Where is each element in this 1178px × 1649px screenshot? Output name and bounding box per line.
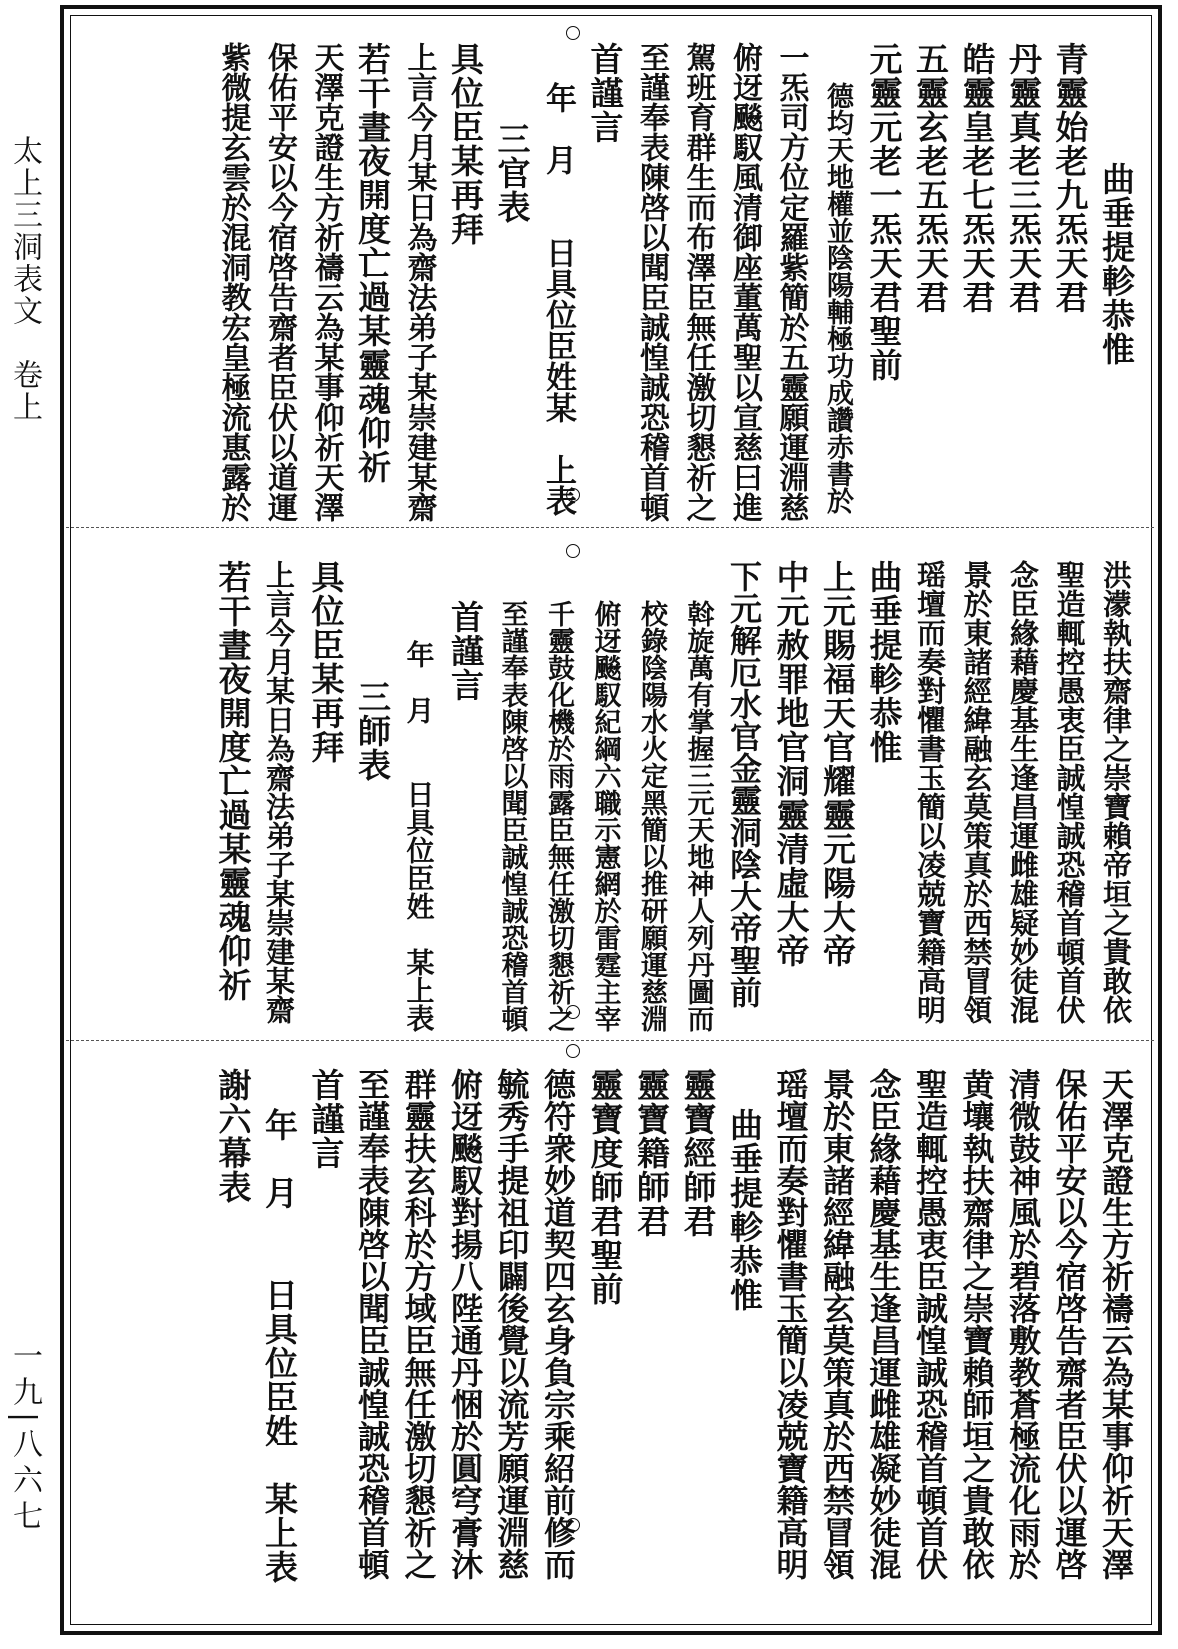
text-column xyxy=(631,42,671,522)
column-text: 丹靈真老三炁天君 xyxy=(1004,42,1043,314)
text-column xyxy=(910,1068,950,1588)
text-column xyxy=(492,560,532,1035)
column-text: 保佑平安以今宿啓告齋者臣伏以運啓 xyxy=(1050,1068,1089,1580)
column-text: 俯迓飈馭風清御座董萬聖以宣慈曰進 xyxy=(727,42,762,522)
text-column xyxy=(445,560,485,1035)
text-column xyxy=(631,560,671,1035)
text-column xyxy=(445,42,485,522)
column-text: 上言今月某日為齋法弟子某崇建某齋 xyxy=(262,560,296,1024)
column-text: 洪濛執扶齋律之崇寶賴帝垣之貴敢依 xyxy=(1099,560,1133,1024)
column-text: 三師表 xyxy=(353,680,392,782)
column-text: 上言今月某日為齋法弟子某崇建某齋 xyxy=(401,42,437,522)
text-column xyxy=(864,560,904,1035)
column-text: 具位臣某再拜 xyxy=(306,560,346,764)
text-column xyxy=(1096,560,1136,1035)
text-column xyxy=(724,1068,764,1588)
column-text: 德均天地權並陰陽輔極功成讚赤書於 xyxy=(822,82,853,514)
text-column xyxy=(399,560,439,1035)
punctuation-circle xyxy=(566,544,580,558)
text-column xyxy=(399,42,439,522)
column-text: 德符衆妙道契四玄身負宗乘紹前修而 xyxy=(539,1068,577,1580)
text-column xyxy=(771,560,811,1035)
text-column xyxy=(1003,1068,1043,1588)
text-column xyxy=(678,1068,718,1588)
column-text: 至謹奉表陳啓以聞臣誠惶誠恐稽首頓 xyxy=(634,42,669,522)
register-divider xyxy=(66,1040,1154,1041)
text-column xyxy=(306,42,346,522)
punctuation-circle xyxy=(566,1518,580,1532)
text-column xyxy=(1096,1068,1136,1588)
text-column xyxy=(259,42,299,522)
text-column xyxy=(771,1068,811,1588)
text-column xyxy=(678,560,718,1035)
text-column xyxy=(910,42,950,522)
column-text: 曲垂提軫恭惟 xyxy=(725,1108,764,1312)
punctuation-circle xyxy=(566,488,580,502)
column-text: 下元解厄水官金靈洞陰大帝聖前 xyxy=(725,560,763,1008)
column-text: 保佑平安以今宿啓告齋者臣伏以道運 xyxy=(262,42,297,522)
text-column xyxy=(910,560,950,1035)
column-text: 靈寶經師君 xyxy=(678,1068,718,1238)
column-text: 具位臣某再拜 xyxy=(446,42,485,246)
text-column xyxy=(864,42,904,522)
punctuation-circle xyxy=(566,26,580,40)
text-column xyxy=(678,42,718,522)
margin-book-title: 太上三洞表文 卷上 xyxy=(7,135,42,423)
register-divider xyxy=(66,527,1154,528)
text-column xyxy=(957,42,997,522)
column-text: 紫微提玄雲於混洞教宏皇極流惠露於 xyxy=(215,42,251,522)
column-text: 曲垂提軫恭惟 xyxy=(1097,162,1136,366)
text-column xyxy=(1050,42,1090,522)
text-column xyxy=(817,42,857,522)
punctuation-circle xyxy=(566,1044,580,1058)
text-column xyxy=(538,560,578,1035)
text-column xyxy=(1003,42,1043,522)
column-text: 上元賜福天官耀靈元陽大帝 xyxy=(818,560,857,968)
column-text: 天澤克證生方祈禱云為某事仰祈天澤 xyxy=(1097,1068,1135,1580)
column-text: 俯迓飈馭對揚八陛通丹悃於圓穹膏沐 xyxy=(446,1068,484,1580)
column-text: 靈寶度師君聖前 xyxy=(585,1068,625,1306)
text-column xyxy=(306,560,346,1035)
column-text: 年 月 日具位臣姓 某上表 xyxy=(260,1108,299,1584)
column-text: 至謹奉表陳啓以聞臣誠惶誠恐稽首頓 xyxy=(353,1068,391,1580)
text-column xyxy=(957,1068,997,1588)
column-text: 斡旋萬有掌握三元天地神人列丹圖而 xyxy=(682,600,714,1032)
text-column xyxy=(1003,560,1043,1035)
column-text: 駕班育群生而布澤臣無任激切懇祈之 xyxy=(680,42,716,522)
text-column xyxy=(957,560,997,1035)
column-text: 首謹言 xyxy=(585,42,625,144)
column-text: 青靈始老九炁天君 xyxy=(1050,42,1090,314)
column-text: 首謹言 xyxy=(446,600,485,702)
column-text: 黄壤執扶齋律之崇寶賴師垣之貴敢依 xyxy=(957,1068,996,1580)
column-text: 皓靈皇老七炁天君 xyxy=(957,42,997,314)
text-column xyxy=(213,1068,253,1588)
column-text: 一炁司方位定羅紫簡於五靈願運淵慈 xyxy=(773,42,809,522)
text-column xyxy=(817,1068,857,1588)
text-column xyxy=(1096,42,1136,522)
column-text: 景於東諸經緯融玄莫策真於西禁冒領 xyxy=(959,560,994,1024)
text-column xyxy=(631,1068,671,1588)
column-text: 聖造輒控愚衷臣誠惶誠恐稽首頓首伏 xyxy=(911,1068,949,1580)
column-text: 瑶壇而奏對懼書玉簡以凌兢寶籍高明 xyxy=(913,560,947,1024)
text-column xyxy=(724,560,764,1035)
column-text: 年 月 日具位臣姓某 上表 xyxy=(540,82,576,516)
column-text: 瑶壇而奏對懼書玉簡以凌兢寶籍高明 xyxy=(771,1068,810,1580)
text-column xyxy=(1050,1068,1090,1588)
text-column xyxy=(492,42,532,522)
column-text: 若干晝夜開度亡過某靈魂仰祈 xyxy=(213,560,253,1002)
column-text: 念臣緣藉慶基生逢昌運雌雄凝妙徒混 xyxy=(864,1068,903,1580)
column-text: 俯迓飈馭紀綱六職示憲網於雷霆主宰 xyxy=(589,600,621,1032)
column-text: 曲垂提軫恭惟 xyxy=(864,560,904,764)
register-bottom xyxy=(66,1068,1154,1588)
text-column xyxy=(213,560,253,1035)
column-text: 首謹言 xyxy=(306,1068,346,1170)
text-column xyxy=(352,1068,392,1588)
column-text: 景於東諸經緯融玄莫策真於西禁冒領 xyxy=(818,1068,856,1580)
column-text: 校錄陰陽水火定黑簡以推研願運慈淵 xyxy=(636,600,667,1032)
column-text: 天澤克證生方祈禱云為某事仰祈天澤 xyxy=(308,42,344,522)
text-column xyxy=(585,42,625,522)
column-text: 謝六幕表 xyxy=(213,1068,253,1204)
punctuation-circle xyxy=(566,1005,580,1019)
column-text: 至謹奉表陳啓以聞臣誠惶誠恐稽首頓 xyxy=(496,600,528,1032)
column-text: 五靈玄老五炁天君 xyxy=(911,42,950,314)
column-text: 群靈扶玄科於方域臣無任激切懇祈之 xyxy=(399,1068,438,1580)
text-column xyxy=(585,1068,625,1588)
column-text: 聖造輒控愚衷臣誠惶誠恐稽首頓首伏 xyxy=(1052,560,1087,1024)
column-text: 千靈鼓化機於雨露臣無任激切懇祈之 xyxy=(543,600,574,1032)
text-column xyxy=(864,1068,904,1588)
text-column xyxy=(445,1068,485,1588)
column-text: 清微鼓神風於碧落敷教蒼極流化雨於 xyxy=(1004,1068,1042,1580)
column-text: 中元赦罪地官洞靈清虛大帝 xyxy=(771,560,811,968)
text-column xyxy=(399,1068,439,1588)
column-text: 三官表 xyxy=(492,122,532,224)
text-column xyxy=(538,42,578,522)
text-column xyxy=(259,560,299,1035)
register-top xyxy=(66,42,1154,522)
column-text: 若干晝夜開度亡過某靈魂仰祈 xyxy=(353,42,392,484)
text-column xyxy=(585,560,625,1035)
column-text: 毓秀手提祖印闢後覺以流芳願運淵慈 xyxy=(492,1068,531,1580)
text-column xyxy=(213,42,253,522)
text-column xyxy=(724,42,764,522)
column-text: 元靈元老一炁天君聖前 xyxy=(864,42,904,382)
text-column xyxy=(1050,560,1090,1035)
column-text: 念臣緣藉慶基生逢昌運雌雄疑妙徒混 xyxy=(1006,560,1040,1024)
text-column xyxy=(306,1068,346,1588)
text-column xyxy=(492,1068,532,1588)
text-column xyxy=(817,560,857,1035)
column-text: 靈寶籍師君 xyxy=(632,1068,671,1238)
column-text: 年 月 日具位臣姓 某上表 xyxy=(402,640,436,1032)
margin-page-number: 一九|八六七 xyxy=(7,1340,42,1537)
text-column xyxy=(352,560,392,1035)
text-column xyxy=(259,1068,299,1588)
text-column xyxy=(538,1068,578,1588)
register-middle xyxy=(66,560,1154,1035)
text-column xyxy=(771,42,811,522)
text-column xyxy=(352,42,392,522)
